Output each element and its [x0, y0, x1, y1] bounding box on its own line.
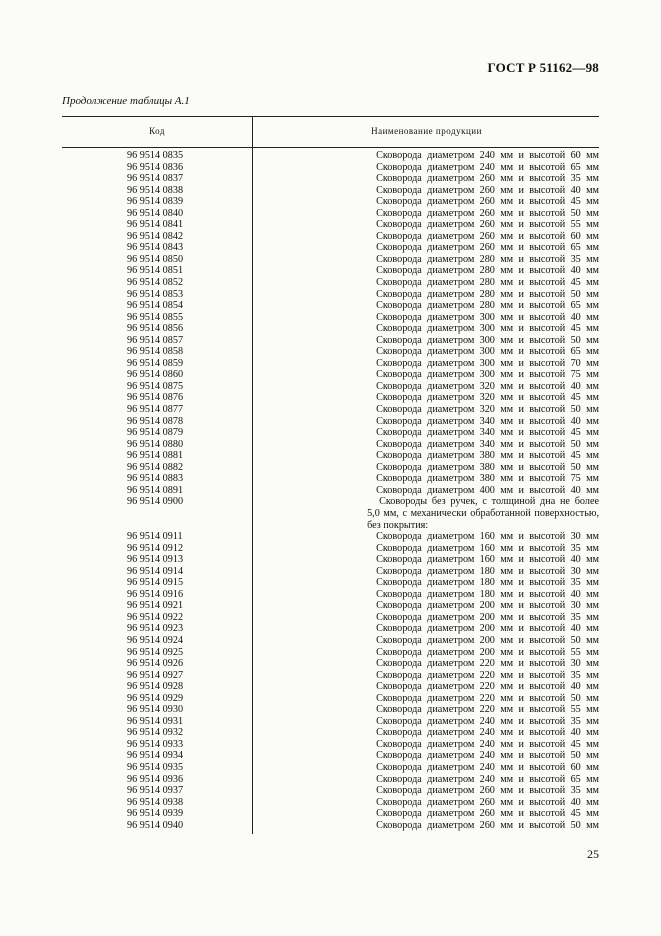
product-name: Сковорода диаметром 320 мм и высотой 50 мм: [376, 404, 599, 416]
table-row: [62, 392, 599, 404]
product-table: [62, 116, 599, 831]
product-code: 96 9514 0913: [127, 554, 184, 566]
table-row: [62, 185, 599, 197]
table-row: [62, 635, 599, 647]
product-code: 96 9514 0916: [127, 588, 184, 600]
product-name: Сковорода диаметром 240 мм и высотой 40 мм: [376, 727, 599, 739]
product-code: 96 9514 0935: [127, 761, 184, 773]
table-row: [62, 623, 599, 635]
column-header-name: Наименование продукции: [371, 126, 482, 136]
table-caption: Продолжение таблицы А.1: [62, 95, 190, 107]
group-description-line: Сковороды без ручек, с толщиной дна не более: [379, 496, 599, 508]
group-description: [367, 496, 599, 531]
product-code: 96 9514 0878: [127, 415, 184, 427]
table-row: [62, 404, 599, 416]
product-name: Сковорода диаметром 340 мм и высотой 45 мм: [376, 427, 599, 439]
product-name: Сковорода диаметром 260 мм и высотой 40 мм: [376, 796, 599, 808]
group-description-line: 5,0 мм, с механически обработанной поверхностью,: [367, 507, 599, 519]
product-name: Сковорода диаметром 300 мм и высотой 75 мм: [376, 369, 599, 381]
product-name: Сковорода диаметром 220 мм и высотой 35 мм: [376, 669, 599, 681]
product-name: Сковорода диаметром 240 мм и высотой 35 мм: [376, 715, 599, 727]
product-name: Сковорода диаметром 160 мм и высотой 40 мм: [376, 554, 599, 566]
product-code: 96 9514 0927: [127, 669, 184, 681]
product-code: 96 9514 0930: [127, 704, 184, 716]
table-row: [62, 450, 599, 462]
table-row: [62, 531, 599, 543]
product-code: 96 9514 0857: [127, 334, 184, 346]
product-code: 96 9514 0924: [127, 634, 184, 646]
table-row: [62, 208, 599, 220]
product-name: Сковорода диаметром 320 мм и высотой 45 мм: [376, 392, 599, 404]
table-row: [62, 762, 599, 774]
product-name: Сковорода диаметром 280 мм и высотой 35 мм: [376, 253, 599, 265]
table-row: [62, 196, 599, 208]
product-name: Сковорода диаметром 400 мм и высотой 40 мм: [376, 484, 599, 496]
product-code: 96 9514 0850: [127, 253, 184, 265]
product-code: 96 9514 0855: [127, 311, 184, 323]
table-row: [62, 369, 599, 381]
product-name: Сковорода диаметром 340 мм и высотой 40 мм: [376, 415, 599, 427]
product-name: Сковорода диаметром 240 мм и высотой 60 мм: [376, 761, 599, 773]
table-row: [62, 312, 599, 324]
product-code: 96 9514 0883: [127, 473, 184, 485]
group-code: 96 9514 0900: [127, 496, 184, 508]
table-row: [62, 439, 599, 451]
table-row: [62, 265, 599, 277]
product-code: 96 9514 0836: [127, 161, 184, 173]
table-row: [62, 612, 599, 624]
table-row: [62, 277, 599, 289]
product-name: Сковорода диаметром 180 мм и высотой 30 мм: [376, 565, 599, 577]
product-code: 96 9514 0852: [127, 277, 184, 289]
table-row: [62, 173, 599, 185]
product-code: 96 9514 0881: [127, 450, 184, 462]
product-code: 96 9514 0936: [127, 773, 184, 785]
product-name: Сковорода диаметром 260 мм и высотой 65 мм: [376, 242, 599, 254]
page-number: 25: [587, 847, 599, 861]
product-code: 96 9514 0912: [127, 542, 184, 554]
product-name: Сковорода диаметром 220 мм и высотой 50 мм: [376, 692, 599, 704]
table-row: [62, 750, 599, 762]
product-code: 96 9514 0934: [127, 750, 184, 762]
product-name: Сковорода диаметром 200 мм и высотой 55 мм: [376, 646, 599, 658]
product-name: Сковорода диаметром 380 мм и высотой 45 мм: [376, 450, 599, 462]
table-row: [62, 658, 599, 670]
product-code: 96 9514 0911: [127, 531, 183, 543]
product-name: Сковорода диаметром 220 мм и высотой 30 мм: [376, 658, 599, 670]
product-code: 96 9514 0880: [127, 438, 184, 450]
product-name: Сковорода диаметром 240 мм и высотой 65 мм: [376, 773, 599, 785]
table-body: [62, 148, 599, 831]
product-code: 96 9514 0932: [127, 727, 184, 739]
document-code: ГОСТ Р 51162—98: [487, 60, 599, 75]
product-name: Сковорода диаметром 240 мм и высотой 50 мм: [376, 750, 599, 762]
product-code: 96 9514 0851: [127, 265, 184, 277]
product-code: 96 9514 0841: [127, 219, 184, 231]
product-code: 96 9514 0877: [127, 404, 184, 416]
product-name: Сковорода диаметром 260 мм и высотой 45 мм: [376, 196, 599, 208]
product-code: 96 9514 0840: [127, 207, 184, 219]
product-name: Сковорода диаметром 200 мм и высотой 50 мм: [376, 634, 599, 646]
table-row: [62, 300, 599, 312]
table-row: [62, 727, 599, 739]
table-row: [62, 774, 599, 786]
product-name: Сковорода диаметром 260 мм и высотой 35 мм: [376, 785, 599, 797]
table-row: [62, 231, 599, 243]
product-name: Сковорода диаметром 300 мм и высотой 50 мм: [376, 334, 599, 346]
group-row: [62, 496, 599, 531]
product-code: 96 9514 0879: [127, 427, 184, 439]
table-row: [62, 335, 599, 347]
product-name: Сковорода диаметром 200 мм и высотой 35 мм: [376, 611, 599, 623]
product-name: Сковорода диаметром 220 мм и высотой 55 мм: [376, 704, 599, 716]
product-code: 96 9514 0937: [127, 785, 184, 797]
product-name: Сковорода диаметром 240 мм и высотой 65 мм: [376, 161, 599, 173]
product-code: 96 9514 0860: [127, 369, 184, 381]
product-code: 96 9514 0843: [127, 242, 184, 254]
product-name: Сковорода диаметром 180 мм и высотой 40 мм: [376, 588, 599, 600]
product-name: Сковорода диаметром 260 мм и высотой 50 мм: [376, 819, 599, 831]
product-code: 96 9514 0876: [127, 392, 184, 404]
table-row: [62, 416, 599, 428]
product-code: 96 9514 0891: [127, 484, 184, 496]
table-row: [62, 427, 599, 439]
product-code: 96 9514 0838: [127, 184, 184, 196]
product-code: 96 9514 0929: [127, 692, 184, 704]
table-row: [62, 566, 599, 578]
product-name: Сковорода диаметром 260 мм и высотой 35 мм: [376, 173, 599, 185]
product-code: 96 9514 0839: [127, 196, 184, 208]
product-name: Сковорода диаметром 320 мм и высотой 40 мм: [376, 380, 599, 392]
product-name: Сковорода диаметром 260 мм и высотой 45 мм: [376, 808, 599, 820]
product-name: Сковорода диаметром 200 мм и высотой 30 мм: [376, 600, 599, 612]
table-row: [62, 693, 599, 705]
product-name: Сковорода диаметром 340 мм и высотой 50 мм: [376, 438, 599, 450]
product-code: 96 9514 0939: [127, 808, 184, 820]
column-header-code: Код: [149, 126, 165, 136]
product-code: 96 9514 0837: [127, 173, 184, 185]
table-row: [62, 219, 599, 231]
table-row: [62, 554, 599, 566]
group-description-line: без покрытия:: [367, 519, 429, 531]
product-name: Сковорода диаметром 160 мм и высотой 35 мм: [376, 542, 599, 554]
product-code: 96 9514 0931: [127, 715, 184, 727]
table-row: [62, 242, 599, 254]
product-name: Сковорода диаметром 280 мм и высотой 65 мм: [376, 300, 599, 312]
product-code: 96 9514 0915: [127, 577, 184, 589]
product-name: Сковорода диаметром 240 мм и высотой 45 мм: [376, 738, 599, 750]
table-row: [62, 473, 599, 485]
product-code: 96 9514 0859: [127, 357, 184, 369]
product-name: Сковорода диаметром 280 мм и высотой 50 мм: [376, 288, 599, 300]
product-code: 96 9514 0842: [127, 230, 184, 242]
product-name: Сковорода диаметром 280 мм и высотой 40 мм: [376, 265, 599, 277]
product-name: Сковорода диаметром 380 мм и высотой 75 мм: [376, 473, 599, 485]
product-name: Сковорода диаметром 380 мм и высотой 50 мм: [376, 461, 599, 473]
product-name: Сковорода диаметром 260 мм и высотой 60 мм: [376, 230, 599, 242]
product-name: Сковорода диаметром 160 мм и высотой 30 мм: [376, 531, 599, 543]
product-code: 96 9514 0856: [127, 323, 184, 335]
product-code: 96 9514 0940: [127, 819, 184, 831]
product-code: 96 9514 0928: [127, 681, 184, 693]
product-name: Сковорода диаметром 200 мм и высотой 40 мм: [376, 623, 599, 635]
table-row: [62, 589, 599, 601]
product-name: Сковорода диаметром 240 мм и высотой 60 мм: [376, 150, 599, 161]
table-row: [62, 150, 599, 162]
table-header: [62, 116, 599, 148]
product-name: Сковорода диаметром 180 мм и высотой 35 мм: [376, 577, 599, 589]
table-row: [62, 716, 599, 728]
table-row: [62, 289, 599, 301]
table-row: [62, 323, 599, 335]
product-name: Сковорода диаметром 260 мм и высотой 55 мм: [376, 219, 599, 231]
table-row: [62, 162, 599, 174]
table-row: [62, 346, 599, 358]
table-row: [62, 704, 599, 716]
product-name: Сковорода диаметром 300 мм и высотой 40 мм: [376, 311, 599, 323]
product-code: 96 9514 0922: [127, 611, 184, 623]
table-row: [62, 381, 599, 393]
table-row: [62, 543, 599, 555]
product-code: 96 9514 0875: [127, 380, 184, 392]
product-code: 96 9514 0925: [127, 646, 184, 658]
table-row: [62, 670, 599, 682]
table-row: [62, 254, 599, 266]
table-row: [62, 808, 599, 820]
table-row: [62, 785, 599, 797]
product-code: 96 9514 0835: [127, 150, 184, 161]
product-name: Сковорода диаметром 220 мм и высотой 40 мм: [376, 681, 599, 693]
table-row: [62, 681, 599, 693]
product-code: 96 9514 0921: [127, 600, 184, 612]
product-code: 96 9514 0926: [127, 658, 184, 670]
product-name: Сковорода диаметром 300 мм и высотой 45 мм: [376, 323, 599, 335]
product-code: 96 9514 0858: [127, 346, 184, 358]
table-row: [62, 739, 599, 751]
product-code: 96 9514 0854: [127, 300, 184, 312]
table-row: [62, 600, 599, 612]
table-row: [62, 462, 599, 474]
product-name: Сковорода диаметром 260 мм и высотой 50 мм: [376, 207, 599, 219]
table-row: [62, 358, 599, 370]
table-row: [62, 820, 599, 832]
product-code: 96 9514 0923: [127, 623, 184, 635]
product-code: 96 9514 0933: [127, 738, 184, 750]
table-row: [62, 577, 599, 589]
product-code: 96 9514 0882: [127, 461, 184, 473]
product-name: Сковорода диаметром 300 мм и высотой 65 мм: [376, 346, 599, 358]
table-row: [62, 485, 599, 497]
product-code: 96 9514 0853: [127, 288, 184, 300]
product-name: Сковорода диаметром 300 мм и высотой 70 мм: [376, 357, 599, 369]
product-code: 96 9514 0914: [127, 565, 184, 577]
product-name: Сковорода диаметром 260 мм и высотой 40 мм: [376, 184, 599, 196]
product-name: Сковорода диаметром 280 мм и высотой 45 мм: [376, 277, 599, 289]
product-code: 96 9514 0938: [127, 796, 184, 808]
table-row: [62, 647, 599, 659]
table-row: [62, 797, 599, 809]
